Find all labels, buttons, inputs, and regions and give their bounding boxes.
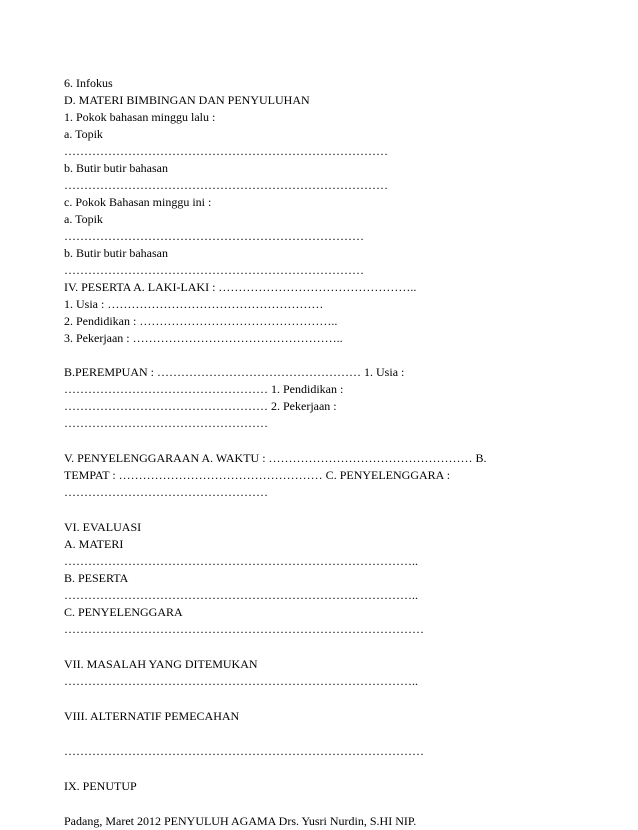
spacer [64,347,564,364]
section-ix-heading: IX. PENUTUP [64,779,137,793]
signature-line: Padang, Maret 2012 PENYULUH AGAMA Drs. Yusri Nurdin, S.HI NIP. [64,814,417,828]
usia-field: 1. Usia : ……………………………………………… [64,297,324,311]
tempat-penyelenggara-line: TEMPAT : …………………………………………… C. PENYELENGGARA : [64,468,451,482]
dotted-fill-line: …………………………………………… [64,416,268,430]
spacer [64,795,564,813]
pokok-bahasan-ini-label: c. Pokok Bahasan minggu ini : [64,195,212,209]
topik-label: a. Topik [64,127,103,141]
butir-bahasan-label: b. Butir butir bahasan [64,246,168,260]
section-d-heading: D. MATERI BIMBINGAN DAN PENYULUHAN [64,93,310,107]
dotted-fill-line: ………………………………………………………………… [64,229,364,243]
dotted-fill-line: ……………………………………………………………………… [64,178,388,192]
pekerjaan-field: 3. Pekerjaan : …………………………………………….. [64,331,343,345]
dotted-fill-line: …………………………………………………………………………….. [64,588,418,602]
pokok-bahasan-lalu-label: 1. Pokok bahasan minggu lalu : [64,110,216,124]
perempuan-pekerjaan-line: …………………………………………… 2. Pekerjaan : [64,399,337,413]
topik-label: a. Topik [64,212,103,226]
spacer [64,501,564,519]
pendidikan-field: 2. Pendidikan : ………………………………………….. [64,314,338,328]
section-vii-heading: VII. MASALAH YANG DITEMUKAN [64,657,258,671]
dotted-fill-line: …………………………………………… [64,485,268,499]
dotted-fill-line: ……………………………………………………………………… [64,144,388,158]
butir-bahasan-label: b. Butir butir bahasan [64,161,168,175]
document-body [64,75,564,830]
perempuan-heading: B.PEREMPUAN : …………………………………………… 1. Usia : [64,365,405,379]
dotted-fill-line: ……………………………………………………………………………… [64,622,424,636]
dotted-fill-line: …………………………………………………………………………….. [64,554,418,568]
dotted-fill-line: ……………………………………………………………………………… [64,744,424,758]
section-viii-heading: VIII. ALTERNATIF PEMECAHAN [64,709,240,723]
peserta-label: B. PESERTA [64,571,129,585]
item-infokus: 6. Infokus [64,76,113,90]
dotted-fill-line: …………………………………………………………………………….. [64,674,418,688]
spacer [64,690,564,708]
materi-label: A. MATERI [64,537,124,551]
spacer [64,638,564,656]
spacer [64,432,564,450]
perempuan-pendidikan-line: …………………………………………… 1. Pendidikan : [64,382,344,396]
dotted-fill-line: ………………………………………………………………… [64,263,364,277]
section-v-heading: V. PENYELENGGARAAN A. WAKTU : …………………………………………… B. [64,451,487,465]
penyelenggara-label: C. PENYELENGGARA [64,605,183,619]
section-vi-heading: VI. EVALUASI [64,520,142,534]
spacer [64,760,564,778]
spacer [64,725,564,743]
section-iv-heading: IV. PESERTA A. LAKI-LAKI : ………………………………………….. [64,280,417,294]
